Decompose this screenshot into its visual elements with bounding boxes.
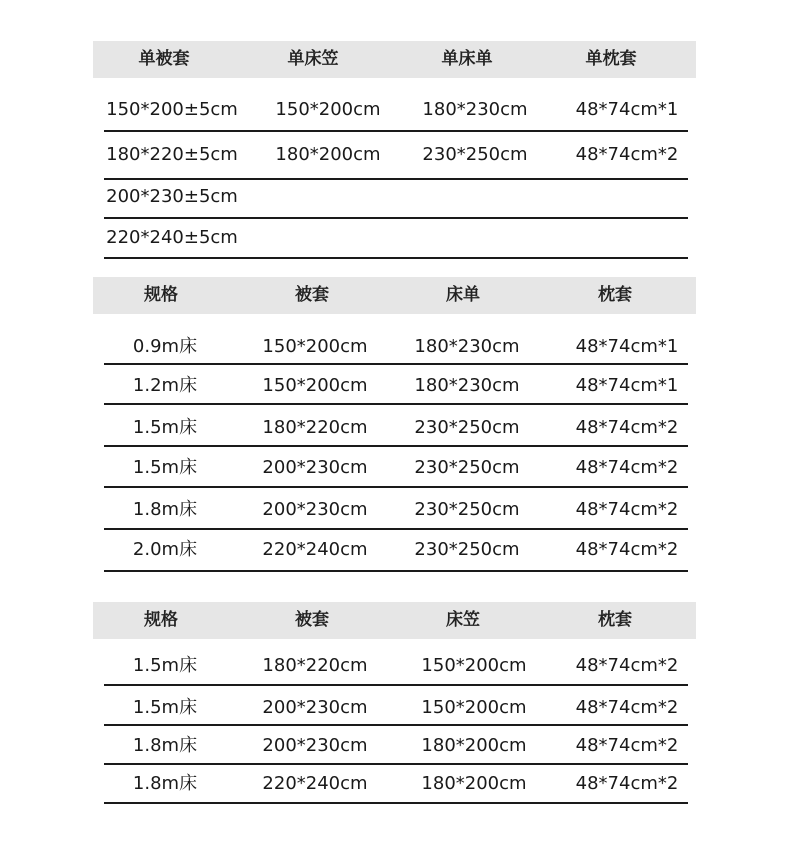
table-cell: 180*230cm xyxy=(422,99,528,120)
row-divider xyxy=(104,445,688,447)
table-cell: 230*250cm xyxy=(422,144,528,165)
table-cell: 48*74cm*2 xyxy=(575,697,679,718)
table-cell: 48*74cm*2 xyxy=(575,735,679,756)
table-cell: 1.8m床 xyxy=(132,773,198,794)
table2-header-cell: 规格 xyxy=(144,285,178,305)
table-cell: 180*200cm xyxy=(421,773,527,794)
table-cell: 200*230cm xyxy=(262,457,368,478)
table-cell: 48*74cm*1 xyxy=(575,99,679,120)
row-divider xyxy=(104,403,688,405)
table-cell: 180*220cm xyxy=(262,655,368,676)
table2-header xyxy=(93,277,696,314)
table-cell: 1.5m床 xyxy=(132,655,198,676)
table-cell: 1.8m床 xyxy=(132,499,198,520)
table-cell: 150*200cm xyxy=(262,336,368,357)
table-cell: 220*240cm xyxy=(262,773,368,794)
table2-header-cell: 枕套 xyxy=(598,285,632,305)
table-cell: 48*74cm*2 xyxy=(575,417,679,438)
table2-header-cell: 被套 xyxy=(295,285,329,305)
table-cell: 2.0m床 xyxy=(132,539,198,560)
row-divider xyxy=(104,217,688,219)
row-divider xyxy=(104,684,688,686)
row-divider xyxy=(104,724,688,726)
table-cell: 48*74cm*2 xyxy=(575,499,679,520)
table-cell: 48*74cm*2 xyxy=(575,655,679,676)
table2-header-cell: 床单 xyxy=(446,285,480,305)
table-cell: 1.5m床 xyxy=(132,457,198,478)
table-cell: 150*200±5cm xyxy=(106,99,238,120)
table-cell: 230*250cm xyxy=(414,457,520,478)
table-cell: 1.5m床 xyxy=(132,417,198,438)
table-cell: 48*74cm*2 xyxy=(575,773,679,794)
table-cell: 150*200cm xyxy=(275,99,381,120)
table1-header-cell: 单床单 xyxy=(441,49,493,69)
table-cell: 150*200cm xyxy=(262,375,368,396)
row-divider xyxy=(104,257,688,259)
table3-header-cell: 被套 xyxy=(295,610,329,630)
table3-header-cell: 规格 xyxy=(144,610,178,630)
table1-header-cell: 单床笠 xyxy=(287,49,339,69)
table-cell: 180*220cm xyxy=(262,417,368,438)
table-cell: 180*200cm xyxy=(421,735,527,756)
table-cell: 180*230cm xyxy=(414,336,520,357)
row-divider xyxy=(104,570,688,572)
table-cell: 1.8m床 xyxy=(132,735,198,756)
table-cell: 220*240cm xyxy=(262,539,368,560)
table-cell: 150*200cm xyxy=(421,655,527,676)
row-divider xyxy=(104,486,688,488)
table-cell: 180*220±5cm xyxy=(106,144,238,165)
table-cell: 48*74cm*2 xyxy=(575,539,679,560)
table-cell: 48*74cm*1 xyxy=(575,375,679,396)
row-divider xyxy=(104,178,688,180)
table-cell: 220*240±5cm xyxy=(106,227,238,248)
table-cell: 200*230cm xyxy=(262,697,368,718)
table-cell: 180*200cm xyxy=(275,144,381,165)
table-cell: 230*250cm xyxy=(414,499,520,520)
table1-header-cell: 单枕套 xyxy=(585,49,637,69)
table3-header-cell: 床笠 xyxy=(446,610,480,630)
table-cell: 48*74cm*1 xyxy=(575,336,679,357)
table-cell: 0.9m床 xyxy=(132,336,198,357)
table3-header-cell: 枕套 xyxy=(598,610,632,630)
row-divider xyxy=(104,528,688,530)
row-divider xyxy=(104,363,688,365)
table-cell: 200*230±5cm xyxy=(106,186,238,207)
row-divider xyxy=(104,802,688,804)
table-cell: 48*74cm*2 xyxy=(575,144,679,165)
row-divider xyxy=(104,130,688,132)
table-cell: 1.5m床 xyxy=(132,697,198,718)
table3-header xyxy=(93,602,696,639)
table1-header-cell: 单被套 xyxy=(138,49,190,69)
table-cell: 230*250cm xyxy=(414,539,520,560)
table-cell: 1.2m床 xyxy=(132,375,198,396)
table-cell: 48*74cm*2 xyxy=(575,457,679,478)
row-divider xyxy=(104,763,688,765)
table-cell: 230*250cm xyxy=(414,417,520,438)
table-cell: 200*230cm xyxy=(262,735,368,756)
table-cell: 180*230cm xyxy=(414,375,520,396)
table1-header xyxy=(93,41,696,78)
table-cell: 150*200cm xyxy=(421,697,527,718)
table-cell: 200*230cm xyxy=(262,499,368,520)
